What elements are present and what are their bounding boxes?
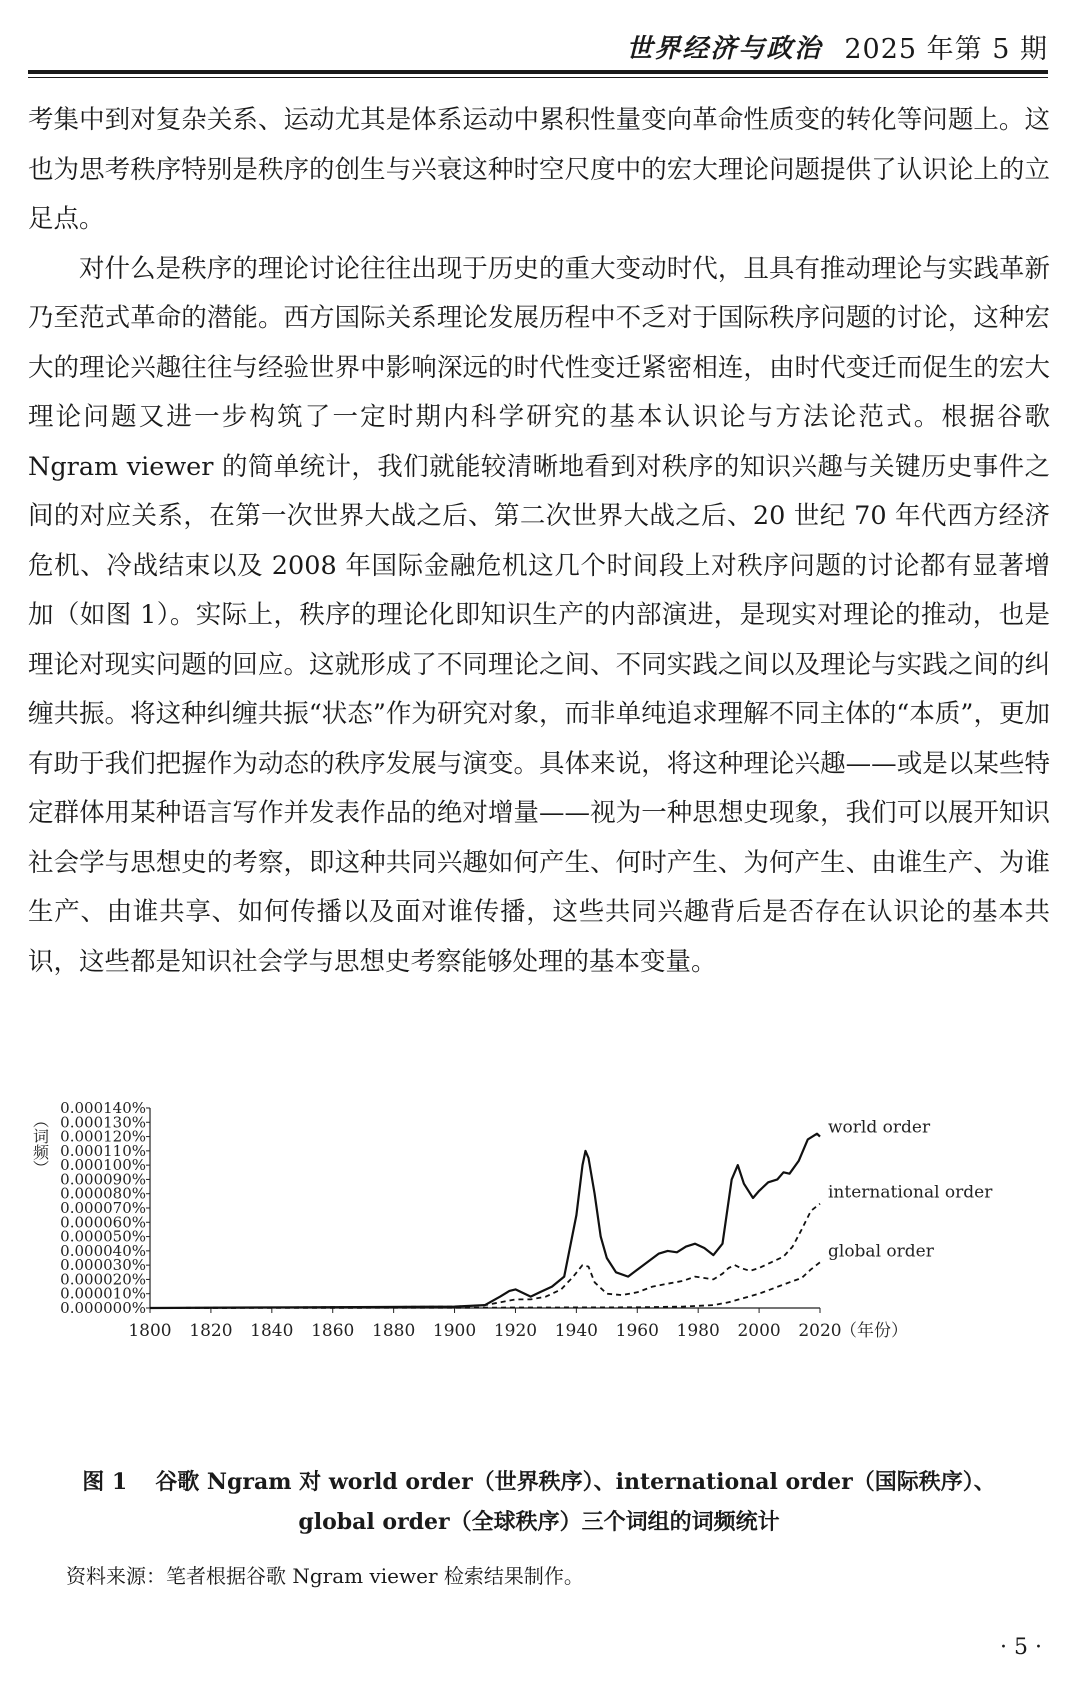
x-tick-label: 1940 <box>554 1321 598 1341</box>
x-tick-label: 2000 <box>737 1321 781 1341</box>
y-tick-label: 0.000010% <box>60 1284 146 1303</box>
x-tick-label: 2020 <box>798 1321 842 1341</box>
x-tick-label: 1840 <box>250 1321 294 1341</box>
x-tick-label: 1800 <box>128 1321 172 1341</box>
y-tick-label: 0.000030% <box>60 1256 146 1275</box>
y-tick-label: 0.000050% <box>60 1227 146 1246</box>
y-tick-label: 0.000100% <box>60 1156 146 1175</box>
series-line-global-order <box>150 1262 820 1308</box>
running-header <box>28 22 1048 70</box>
series-label: international order <box>828 1182 993 1203</box>
y-tick-label: 0.000000% <box>60 1299 146 1317</box>
x-tick-label: 1920 <box>493 1321 538 1341</box>
x-tick-label: 1820 <box>189 1321 233 1341</box>
x-tick-label: 1960 <box>615 1321 659 1341</box>
y-tick-label: 0.000120% <box>60 1127 146 1146</box>
header-rule-thin <box>28 77 1048 78</box>
y-tick-label: 0.000020% <box>60 1270 146 1289</box>
figure-caption <box>28 1462 1050 1542</box>
caption-line-2: global order（全球秩序）三个词组的词频统计 <box>298 1509 780 1535</box>
y-tick-label: 0.000140% <box>60 1099 146 1117</box>
y-tick-label: 0.000040% <box>60 1241 146 1260</box>
journal-name: 世界经济与政治 <box>626 33 823 64</box>
series-line-international-order <box>150 1204 820 1308</box>
article-body <box>28 96 1050 987</box>
issue-number: 2025 年第 5 期 <box>844 33 1048 65</box>
x-tick-label: 1880 <box>372 1321 416 1341</box>
figure-source: 资料来源：笔者根据谷歌 Ngram viewer 检索结果制作。 <box>66 1564 584 1588</box>
y-tick-label: 0.000130% <box>60 1113 146 1132</box>
y-tick-label: 0.000090% <box>60 1170 146 1189</box>
x-tick-label: 1980 <box>676 1321 720 1341</box>
page-number: · 5 · <box>1000 1635 1042 1660</box>
caption-line-1: 谷歌 Ngram 对 world order（世界秩序）、international order（国际秩序）、 <box>155 1469 996 1495</box>
x-tick-label: 1860 <box>311 1321 355 1341</box>
y-tick-label: 0.000080% <box>60 1184 146 1203</box>
series-line-world-order <box>150 1134 820 1308</box>
ngram-line-chart <box>28 1090 1050 1460</box>
y-tick-label: 0.000070% <box>60 1199 146 1217</box>
y-axis-label: （词频） <box>30 1112 50 1176</box>
figure-1 <box>28 1090 1050 1460</box>
paragraph: 对什么是秩序的理论讨论往往出现于历史的重大变动时代，且具有推动理论与实践革新乃至范式革命的潜能。西方国际关系理论发展历程中不乏对于国际秩序问题的讨论，这种宏大的理论兴趣往往与经验世界中影响深远的时代性变迁紧密相连，由时代变迁而促生的宏大理论问题又进一步构筑了一定时期内科学研究的基本认识论与方法论范式。根据谷歌 Ngram viewer 的简单统计，我们就能较清晰地看到对秩序的知识兴趣与关键历史事件之间的对应关系，在第一次世界大战之后、第二次世界大战之后、20 世纪 70 年代西方经济危机、冷战结束以及 2008 年国际金融危机这几个时间段上对秩序问题的讨论都有显著增加（如图 1）。实际上，秩序的理论化即知识生产的内部演进，是现实对理论的推动，也是理论对现实问题的回应。这就形成了不同理论之间、不同实践之间以及理论与实践之间的纠缠共振。将这种纠缠共振“状态”作为研究对象，而非单纯追求理解不同主体的“本质”，更加有助于我们把握作为动态的秩序发展与演变。具体来说，将这种理论兴趣——或是以某些特定群体用某种语言写作并发表作品的绝对增量——视为一种思想史现象，我们可以展开知识社会学与思想史的考察，即这种共同兴趣如何产生、何时产生、为何产生、由谁生产、为谁生产、由谁共享、如何传播以及面对谁传播，这些共同兴趣背后是否存在认识论的基本共识，这些都是知识社会学与思想史考察能够处理的基本变量。 <box>28 253 1050 977</box>
paragraph: 考集中到对复杂关系、运动尤其是体系运动中累积性量变向革命性质变的转化等问题上。这也为思考秩序特别是秩序的创生与兴衰这种时空尺度中的宏大理论问题提供了认识论上的立足点。 <box>28 105 1050 234</box>
series-label: world order <box>828 1117 931 1138</box>
header-rule-thick <box>28 70 1048 74</box>
x-axis-unit-label: （年份） <box>840 1321 908 1341</box>
x-tick-label: 1900 <box>432 1321 477 1341</box>
figure-number: 图 1 <box>82 1469 128 1495</box>
y-tick-label: 0.000110% <box>60 1141 146 1160</box>
series-label: global order <box>828 1241 934 1262</box>
y-tick-label: 0.000060% <box>60 1213 146 1232</box>
